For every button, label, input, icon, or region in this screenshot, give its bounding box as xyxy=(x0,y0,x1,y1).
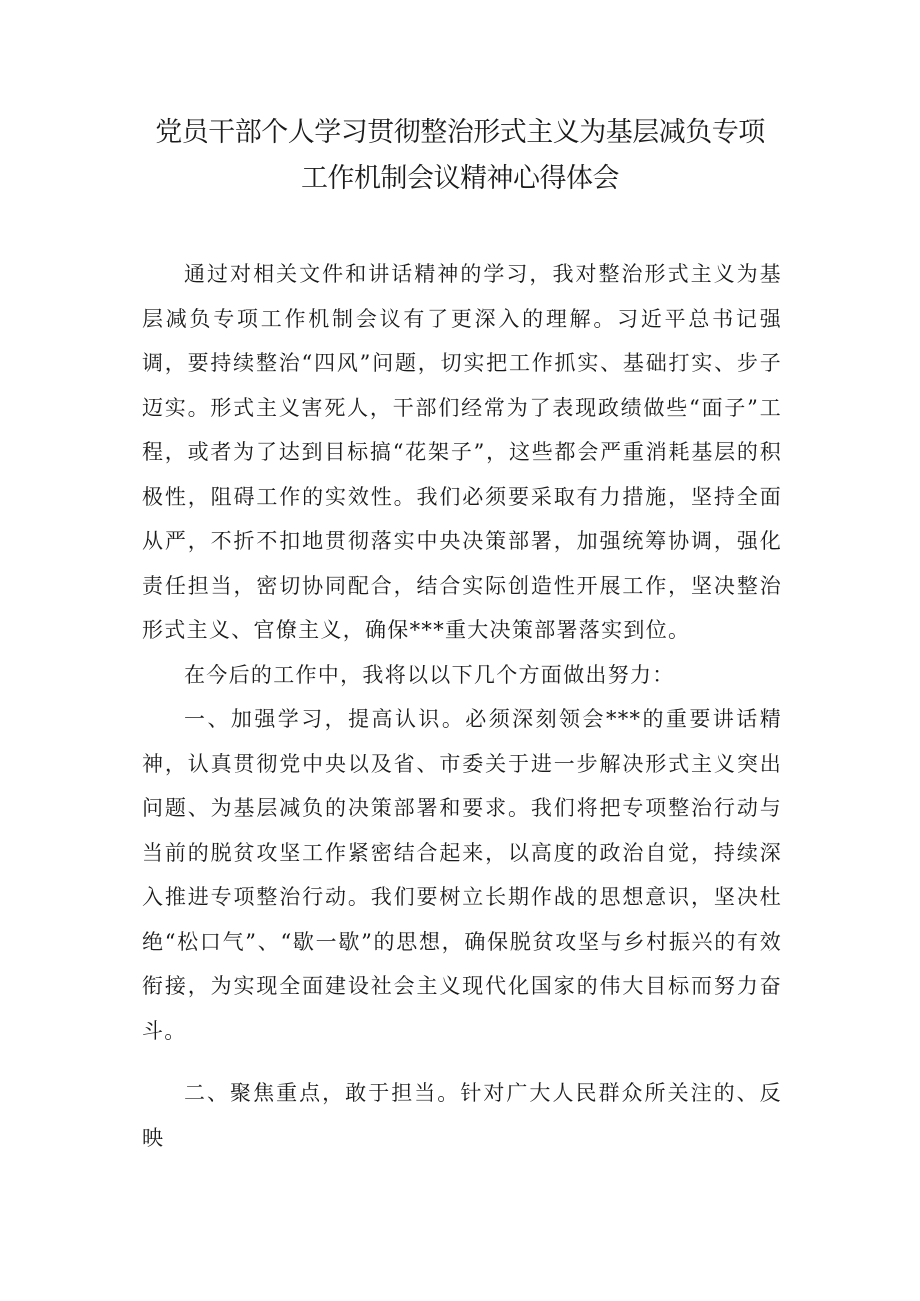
document-body xyxy=(142,252,782,1160)
title-line-2: 工作机制会议精神心得体会 xyxy=(301,163,619,194)
paragraph-point-one: 一、加强学习，提高认识。必须深刻领会***的重要讲话精神，认真贯彻党中央以及省、市委关于进一步解决形式主义突出问题、为基层减负的决策部署和要求。我们将把专项整治行动与当前的脱贫攻坚工作紧密结合起来，以高度的政治自觉，持续深入推进专项整治行动。我们要树立长期作战的思想意识，坚决杜绝“松口气”、“歇一歇”的思想，确保脱贫攻坚与乡村振兴的有效衔接，为实现全面建设社会主义现代化国家的伟大目标而努力奋斗。 xyxy=(142,707,782,1043)
document-title xyxy=(100,110,820,202)
title-line-1: 党员干部个人学习贯彻整治形式主义为基层减负专项 xyxy=(155,117,765,148)
paragraph-intro: 通过对相关文件和讲话精神的学习，我对整治形式主义为基层减负专项工作机制会议有了更深入的理解。习近平总书记强调，要持续整治“四风”问题，切实把工作抓实、基础打实、步子迈实。形式主义害死人，干部们经常为了表现政绩做些“面子”工程，或者为了达到目标搞“花架子”，这些都会严重消耗基层的积极性，阻碍工作的实效性。我们必须要采取有力措施，坚持全面从严，不折不扣地贯彻落实中央决策部署，加强统筹协调，强化责任担当，密切协同配合，结合实际创造性开展工作，坚决整治形式主义、官僚主义，确保***重大决策部署落实到位。 xyxy=(142,262,782,642)
paragraph-efforts-lead: 在今后的工作中，我将以以下几个方面做出努力： xyxy=(184,662,675,687)
paragraph-point-two: 二、聚焦重点，敢于担当。针对广大人民群众所关注的、反映 xyxy=(142,1081,782,1150)
